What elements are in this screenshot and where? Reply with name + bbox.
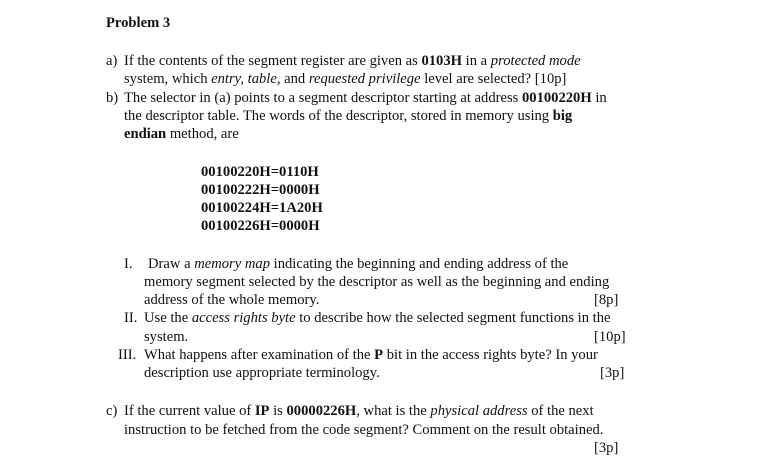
sub-iii-points: [3p] <box>600 365 625 381</box>
text: bit in the access rights byte? In your <box>383 347 598 363</box>
sub-ii-line-1 <box>144 309 611 327</box>
sub-ii-label: II. <box>124 310 138 326</box>
part-b-line-3 <box>124 125 239 143</box>
segment-register-value: 0103H <box>421 53 462 69</box>
text: the descriptor table. The words of the descriptor, stored in memory using <box>124 108 553 124</box>
p-bit: P <box>374 347 384 363</box>
memory-word-3: 00100224H=1A20H <box>201 200 323 216</box>
text: method, are <box>166 126 239 142</box>
text: is <box>269 403 287 419</box>
emphasis: requested privilege <box>308 71 421 87</box>
text: in <box>591 90 607 106</box>
memory-word-4: 00100226H=0000H <box>201 218 320 234</box>
text: If the contents of the segment register are given as <box>124 53 422 69</box>
part-b-line-2 <box>124 107 572 125</box>
sub-iii-line-1 <box>144 346 598 364</box>
part-c-points: [3p] <box>594 440 619 456</box>
text: level are selected? [10p] <box>420 71 567 87</box>
text: to describe how the selected segment functions in the <box>295 310 611 326</box>
emphasis: memory map <box>194 256 270 272</box>
ip-register: IP <box>254 403 270 419</box>
sub-i-line-1 <box>148 255 568 273</box>
text: indicating the beginning and ending address of the <box>270 256 569 272</box>
text: The selector in (a) points to a segment descriptor starting at address <box>124 90 522 106</box>
text: of the next <box>527 403 594 419</box>
text: and <box>280 71 309 87</box>
text: , what is the <box>356 403 431 419</box>
part-c-line-2: instruction to be fetched from the code segment? Comment on the result obtained. <box>124 422 604 438</box>
sub-i-label: I. <box>124 256 133 272</box>
part-b-label: b) <box>106 90 119 106</box>
sub-ii-points: [10p] <box>594 329 626 345</box>
sub-iii-label: III. <box>118 347 137 363</box>
sub-ii-line-2: system. <box>144 329 189 345</box>
part-a-label: a) <box>106 53 118 69</box>
emphasis-bold: endian <box>124 126 167 142</box>
memory-word-1: 00100220H=0110H <box>201 164 319 180</box>
part-c-label: c) <box>106 403 118 419</box>
text: What happens after examination of the <box>144 347 375 363</box>
part-c-line-1 <box>124 402 594 420</box>
text: If the current value of <box>124 403 255 419</box>
text: Draw a <box>148 256 195 272</box>
ip-value: 00000226H <box>286 403 357 419</box>
emphasis: access rights byte <box>191 310 296 326</box>
sub-i-line-3: address of the whole memory. <box>144 292 320 308</box>
part-b-line-1 <box>124 89 607 107</box>
text: in a <box>462 53 491 69</box>
part-a-line-2 <box>124 70 566 88</box>
part-a-line-1 <box>124 52 581 70</box>
sub-i-points: [8p] <box>594 292 619 308</box>
sub-iii-line-2: description use appropriate terminology. <box>144 365 380 381</box>
memory-word-2: 00100222H=0000H <box>201 182 320 198</box>
emphasis: physical address <box>430 403 528 419</box>
text: system, which <box>124 71 212 87</box>
descriptor-address: 00100220H <box>521 90 592 106</box>
emphasis-bold: big <box>552 108 573 124</box>
emphasis: entry, table, <box>211 71 281 87</box>
problem-title: Problem 3 <box>106 15 171 31</box>
emphasis: protected mode <box>490 53 581 69</box>
sub-i-line-2: memory segment selected by the descriptor as well as the beginning and ending <box>144 274 610 290</box>
text: Use the <box>144 310 192 326</box>
